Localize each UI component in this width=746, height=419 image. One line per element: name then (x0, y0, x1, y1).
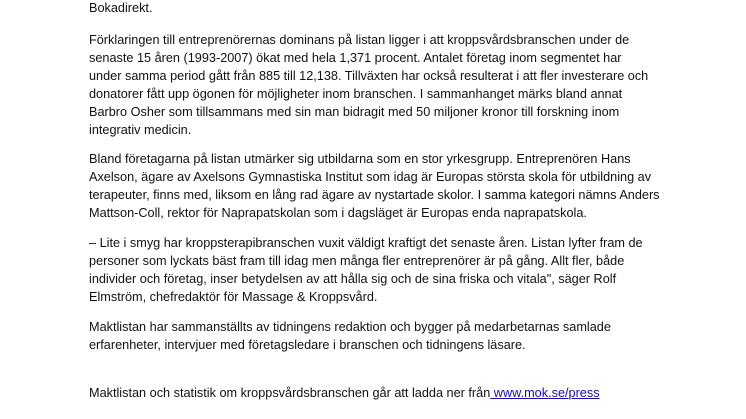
paragraph-3-line-1: – Lite i smyg har kroppsterapibranschen vuxit väldigt kraftigt det senaste åren. Listan lyfter fram de (89, 236, 643, 250)
paragraph-1-line-2: senaste 15 åren (1993-2007) ökat med hela 1,371 procent. Antalet företag inom segmentet har (89, 51, 622, 65)
download-note-text: Maktlistan och statistik om kroppsvårdsbranschen går att ladda ner från (89, 386, 491, 400)
download-note (89, 384, 600, 402)
paragraph-1-line-5: Barbro Osher som tillsammans med sin man bidragit med 50 miljoner kronor till forskning inom (89, 105, 620, 119)
paragraph-1-line-6: integrativ medicin. (89, 123, 192, 137)
paragraph-4-line-2: erfarenheter, intervjuer med företagsledare i branschen och tidningens läsare. (89, 338, 526, 352)
paragraph-3-line-4: Elmström, chefredaktör för Massage & Kroppsvård. (89, 290, 378, 304)
paragraph-3-line-2: personer som lyckats bäst fram till idag men många fler entreprenörer är på gång. Allt fler, både (89, 254, 625, 268)
paragraph-2-line-4: Mattson-Coll, rektor för Naprapatskolan som i dagsläget är Europas enda naprapatskola. (89, 206, 587, 220)
paragraph-2-line-2: Axelson, ägare av Axelsons Gymnastiska Institut som idag är Europas största skola för utbildning av (89, 170, 652, 184)
press-link[interactable]: www.mok.se/press (490, 386, 600, 400)
paragraph-2-line-3: terapeuter, finns med, liksom en lång rad ägare av nystartade skolor. I samma kategori nämns Anders (89, 188, 660, 202)
paragraph-1-line-1: Förklaringen till entreprenörernas dominans på listan ligger i att kroppsvårdsbranschen under de (89, 33, 630, 47)
paragraph-1-line-3: under samma period gått från 885 till 12,138. Tillväxten har också resulterat i att fler investerare och (89, 69, 649, 83)
paragraph-3-line-3: individer och företag, inser betydelsen av att hålla sig och de sina friska och vitala", säger Rolf (89, 272, 617, 286)
paragraph-4-line-1: Maktlistan har sammanställts av tidningens redaktion och bygger på medarbetarnas samlade (89, 320, 611, 334)
paragraph-2-line-1: Bland företagarna på listan utmärker sig utbildarna som en stor yrkesgrupp. Entreprenören Hans (89, 152, 631, 166)
paragraph-1-line-4: donatorer fått upp ögonen för möjligheter inom branschen. I sammanhanget märks bland annat (89, 87, 623, 101)
intro-line: Bokadirekt. (89, 1, 153, 15)
